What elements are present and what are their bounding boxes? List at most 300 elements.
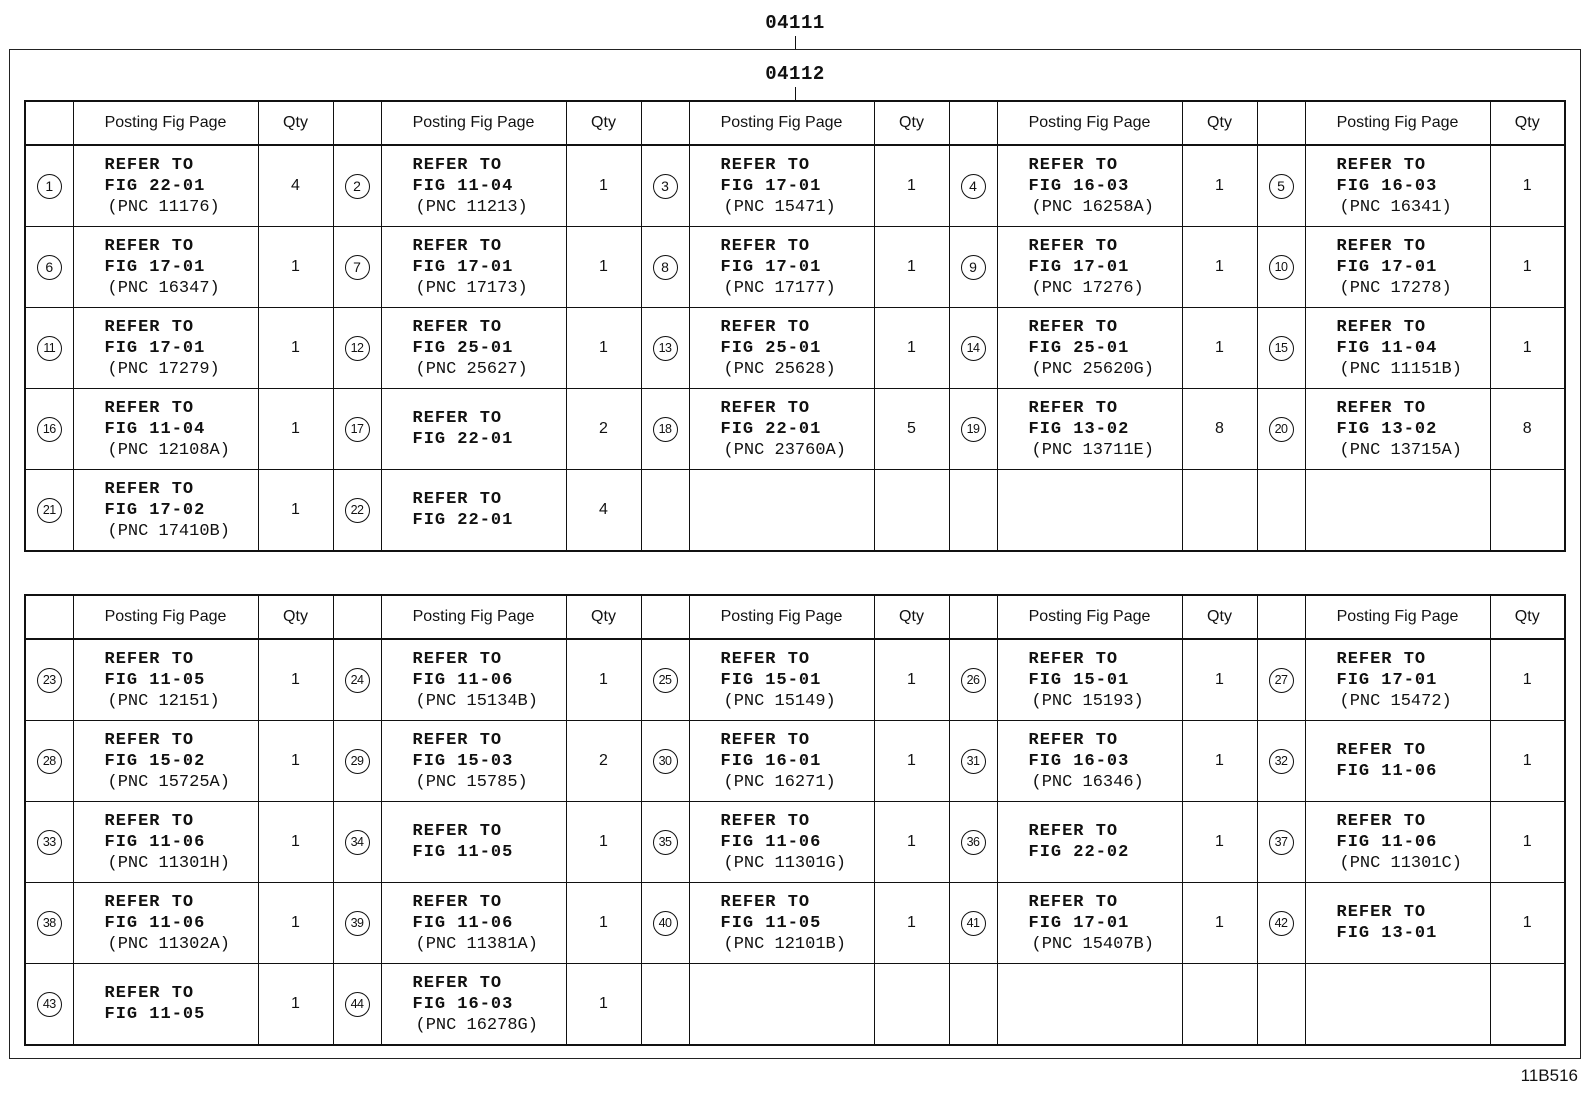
posting-reference — [74, 155, 258, 218]
posting-reference — [690, 649, 874, 712]
posting-fig-page-cell — [689, 639, 874, 721]
posting-fig-page-cell — [381, 470, 566, 552]
qty-cell: 1 — [1182, 883, 1257, 964]
fig-reference: FIG 25-01 — [1028, 338, 1130, 358]
posting-fig-page-cell — [73, 389, 258, 470]
posting-reference — [74, 730, 258, 793]
posting-reference — [74, 236, 258, 299]
header-number-cell — [641, 101, 689, 145]
header-posting-fig-page: Posting Fig Page — [73, 101, 258, 145]
item-number-circle: 22 — [345, 498, 370, 523]
item-number-cell — [641, 308, 689, 389]
pnc-reference: (PNC 12101B) — [723, 934, 846, 954]
item-number-circle: 26 — [961, 668, 986, 693]
item-number-circle: 4 — [961, 174, 986, 199]
qty-cell: 1 — [258, 227, 333, 308]
fig-reference: FIG 11-05 — [104, 670, 206, 690]
item-number-cell — [1257, 145, 1305, 227]
pnc-reference: (PNC 15785) — [415, 772, 528, 792]
posting-reference — [998, 649, 1182, 712]
qty-cell: 1 — [874, 639, 949, 721]
fig-reference: FIG 15-01 — [1028, 670, 1130, 690]
fig-reference: FIG 17-01 — [1028, 257, 1130, 277]
refer-to-text: REFER TO — [104, 649, 195, 669]
posting-reference — [382, 317, 566, 380]
fig-reference: FIG 22-02 — [1028, 843, 1130, 862]
fig-reference: FIG 11-05 — [104, 1005, 206, 1024]
posting-fig-page-cell — [1305, 883, 1490, 964]
posting-fig-page-cell — [997, 389, 1182, 470]
empty-cell — [1182, 470, 1257, 552]
item-number-cell — [949, 308, 997, 389]
qty-cell: 1 — [1490, 802, 1565, 883]
item-number-cell — [1257, 227, 1305, 308]
item-number-circle: 5 — [1269, 174, 1294, 199]
item-number-circle: 36 — [961, 830, 986, 855]
posting-fig-page-cell — [689, 145, 874, 227]
posting-reference — [382, 649, 566, 712]
posting-fig-page-cell — [689, 802, 874, 883]
refer-to-text: REFER TO — [1336, 317, 1427, 337]
item-number-cell — [949, 802, 997, 883]
posting-reference — [690, 811, 874, 874]
item-number-circle: 37 — [1269, 830, 1294, 855]
item-number-circle: 15 — [1269, 336, 1294, 361]
pnc-reference: (PNC 17279) — [107, 359, 220, 379]
item-number-circle: 24 — [345, 668, 370, 693]
refer-to-text: REFER TO — [1028, 730, 1119, 750]
refer-to-text: REFER TO — [104, 479, 195, 499]
fig-reference: FIG 13-02 — [1028, 419, 1130, 439]
posting-fig-page-cell — [381, 802, 566, 883]
posting-fig-page-cell — [997, 802, 1182, 883]
empty-cell — [1305, 964, 1490, 1046]
header-row — [25, 101, 1565, 145]
refer-to-text: REFER TO — [412, 236, 503, 256]
header-number-cell — [333, 595, 381, 639]
header-posting-fig-page: Posting Fig Page — [997, 101, 1182, 145]
table-row — [25, 389, 1565, 470]
item-number-circle: 27 — [1269, 668, 1294, 693]
posting-reference — [998, 892, 1182, 955]
posting-fig-page-cell — [1305, 802, 1490, 883]
header-number-cell — [641, 595, 689, 639]
item-number-circle: 31 — [961, 749, 986, 774]
fig-reference: FIG 17-01 — [720, 257, 822, 277]
pnc-reference: (PNC 15149) — [723, 691, 836, 711]
refer-to-text: REFER TO — [412, 155, 503, 175]
parts-table-lower — [24, 594, 1566, 1046]
empty-cell — [1257, 964, 1305, 1046]
item-number-cell — [949, 145, 997, 227]
item-number-cell — [1257, 721, 1305, 802]
pnc-reference: (PNC 11176) — [107, 197, 220, 217]
refer-to-text: REFER TO — [1028, 822, 1119, 841]
item-number-cell — [641, 639, 689, 721]
refer-to-text: REFER TO — [720, 236, 811, 256]
qty-cell: 2 — [566, 389, 641, 470]
refer-to-text: REFER TO — [412, 730, 503, 750]
item-number-cell — [1257, 389, 1305, 470]
refer-to-text: REFER TO — [104, 317, 195, 337]
posting-fig-page-cell — [689, 227, 874, 308]
refer-to-text: REFER TO — [1028, 317, 1119, 337]
qty-cell: 1 — [1490, 308, 1565, 389]
posting-reference — [1306, 902, 1490, 944]
posting-reference — [382, 155, 566, 218]
item-number-cell — [25, 227, 73, 308]
qty-cell: 1 — [874, 802, 949, 883]
pnc-reference: (PNC 17173) — [415, 278, 528, 298]
item-number-cell — [333, 308, 381, 389]
posting-fig-page-cell — [997, 721, 1182, 802]
header-qty: Qty — [566, 101, 641, 145]
item-number-circle: 12 — [345, 336, 370, 361]
item-number-cell — [25, 308, 73, 389]
posting-fig-page-cell — [689, 721, 874, 802]
item-number-cell — [333, 145, 381, 227]
header-posting-fig-page: Posting Fig Page — [1305, 101, 1490, 145]
qty-cell: 8 — [1182, 389, 1257, 470]
posting-fig-page-cell — [381, 389, 566, 470]
header-posting-fig-page: Posting Fig Page — [689, 101, 874, 145]
qty-cell: 1 — [258, 883, 333, 964]
posting-reference — [1306, 649, 1490, 712]
qty-cell: 1 — [1490, 145, 1565, 227]
pnc-reference: (PNC 15407B) — [1031, 934, 1154, 954]
qty-cell: 1 — [566, 802, 641, 883]
refer-to-text: REFER TO — [104, 730, 195, 750]
item-number-circle: 33 — [37, 830, 62, 855]
posting-reference — [74, 649, 258, 712]
item-number-cell — [1257, 308, 1305, 389]
item-number-circle: 17 — [345, 417, 370, 442]
posting-reference — [998, 155, 1182, 218]
posting-reference — [998, 317, 1182, 380]
item-number-circle: 29 — [345, 749, 370, 774]
qty-cell: 5 — [874, 389, 949, 470]
item-number-circle: 41 — [961, 911, 986, 936]
qty-cell: 1 — [258, 721, 333, 802]
qty-cell: 1 — [1490, 721, 1565, 802]
posting-reference — [1306, 740, 1490, 782]
posting-fig-page-cell — [73, 883, 258, 964]
pnc-reference: (PNC 13715A) — [1339, 440, 1462, 460]
posting-fig-page-cell — [381, 227, 566, 308]
fig-reference: FIG 17-01 — [412, 257, 514, 277]
item-number-circle: 10 — [1269, 255, 1294, 280]
fig-reference: FIG 15-01 — [720, 670, 822, 690]
header-qty: Qty — [258, 101, 333, 145]
posting-fig-page-cell — [997, 639, 1182, 721]
refer-to-text: REFER TO — [720, 892, 811, 912]
header-number-cell — [949, 595, 997, 639]
posting-reference — [1306, 811, 1490, 874]
item-number-circle: 39 — [345, 911, 370, 936]
posting-reference — [1306, 155, 1490, 218]
pnc-reference: (PNC 11301C) — [1339, 853, 1462, 873]
qty-cell: 1 — [566, 308, 641, 389]
posting-reference — [74, 479, 258, 542]
refer-to-text: REFER TO — [412, 892, 503, 912]
refer-to-text: REFER TO — [104, 236, 195, 256]
fig-reference: FIG 17-02 — [104, 500, 206, 520]
qty-cell: 1 — [874, 227, 949, 308]
pnc-reference: (PNC 17278) — [1339, 278, 1452, 298]
item-number-circle: 28 — [37, 749, 62, 774]
posting-fig-page-cell — [73, 227, 258, 308]
item-number-circle: 32 — [1269, 749, 1294, 774]
header-qty: Qty — [258, 595, 333, 639]
posting-fig-page-cell — [1305, 227, 1490, 308]
posting-fig-page-cell — [73, 639, 258, 721]
posting-fig-page-cell — [1305, 721, 1490, 802]
item-number-circle: 7 — [345, 255, 370, 280]
pnc-reference: (PNC 11151B) — [1339, 359, 1462, 379]
posting-reference — [690, 892, 874, 955]
posting-reference — [998, 398, 1182, 461]
empty-cell — [997, 964, 1182, 1046]
empty-cell — [1182, 964, 1257, 1046]
qty-cell: 1 — [258, 964, 333, 1046]
assembly-number-label: 04111 — [765, 12, 825, 34]
table-row — [25, 964, 1565, 1046]
pnc-reference: (PNC 17276) — [1031, 278, 1144, 298]
table-row — [25, 308, 1565, 389]
posting-fig-page-cell — [73, 470, 258, 552]
posting-fig-page-cell — [1305, 145, 1490, 227]
qty-cell: 1 — [1182, 227, 1257, 308]
fig-reference: FIG 11-06 — [1336, 832, 1438, 852]
pnc-reference: (PNC 15725A) — [107, 772, 230, 792]
item-number-cell — [25, 802, 73, 883]
qty-cell: 1 — [1182, 802, 1257, 883]
empty-cell — [689, 964, 874, 1046]
item-number-cell — [25, 964, 73, 1046]
fig-reference: FIG 17-01 — [1336, 257, 1438, 277]
header-posting-fig-page: Posting Fig Page — [1305, 595, 1490, 639]
qty-cell: 1 — [874, 721, 949, 802]
header-qty: Qty — [874, 101, 949, 145]
refer-to-text: REFER TO — [1028, 398, 1119, 418]
item-number-circle: 13 — [653, 336, 678, 361]
pnc-reference: (PNC 11213) — [415, 197, 528, 217]
pnc-reference: (PNC 11301H) — [107, 853, 230, 873]
item-number-circle: 23 — [37, 668, 62, 693]
fig-reference: FIG 13-02 — [1336, 419, 1438, 439]
fig-reference: FIG 11-06 — [412, 913, 514, 933]
posting-fig-page-cell — [381, 721, 566, 802]
pnc-reference: (PNC 16278G) — [415, 1015, 538, 1035]
item-number-circle: 35 — [653, 830, 678, 855]
item-number-cell — [25, 470, 73, 552]
item-number-cell — [333, 721, 381, 802]
posting-reference — [1306, 398, 1490, 461]
item-number-cell — [641, 227, 689, 308]
qty-cell: 1 — [258, 802, 333, 883]
header-posting-fig-page: Posting Fig Page — [73, 595, 258, 639]
qty-cell: 1 — [566, 964, 641, 1046]
item-number-cell — [1257, 639, 1305, 721]
item-number-cell — [333, 883, 381, 964]
refer-to-text: REFER TO — [1028, 155, 1119, 175]
refer-to-text: REFER TO — [720, 317, 811, 337]
refer-to-text: REFER TO — [1028, 236, 1119, 256]
item-number-cell — [641, 389, 689, 470]
header-number-cell — [949, 101, 997, 145]
posting-reference — [690, 730, 874, 793]
fig-reference: FIG 17-01 — [104, 257, 206, 277]
fig-reference: FIG 22-01 — [412, 511, 514, 530]
fig-reference: FIG 16-01 — [720, 751, 822, 771]
header-posting-fig-page: Posting Fig Page — [689, 595, 874, 639]
illustration-code: 11B516 — [1520, 1066, 1578, 1085]
refer-to-text: REFER TO — [1336, 811, 1427, 831]
refer-to-text: REFER TO — [104, 155, 195, 175]
pnc-reference: (PNC 15471) — [723, 197, 836, 217]
empty-cell — [874, 470, 949, 552]
item-number-cell — [25, 639, 73, 721]
header-number-cell — [333, 101, 381, 145]
item-number-cell — [641, 721, 689, 802]
pnc-reference: (PNC 11381A) — [415, 934, 538, 954]
item-number-cell — [1257, 802, 1305, 883]
posting-reference — [74, 892, 258, 955]
posting-fig-page-cell — [73, 802, 258, 883]
fig-reference: FIG 11-04 — [1336, 338, 1438, 358]
fig-reference: FIG 11-06 — [1336, 762, 1438, 781]
qty-cell: 1 — [1490, 227, 1565, 308]
posting-fig-page-cell — [997, 227, 1182, 308]
item-number-circle: 6 — [37, 255, 62, 280]
qty-cell: 4 — [566, 470, 641, 552]
qty-cell: 1 — [1490, 639, 1565, 721]
subassembly-number-label: 04112 — [765, 63, 825, 85]
pnc-reference: (PNC 25627) — [415, 359, 528, 379]
posting-reference — [382, 730, 566, 793]
table-row — [25, 145, 1565, 227]
item-number-circle: 18 — [653, 417, 678, 442]
posting-reference — [998, 821, 1182, 863]
fig-reference: FIG 11-04 — [412, 176, 514, 196]
posting-reference — [690, 398, 874, 461]
posting-fig-page-cell — [73, 721, 258, 802]
qty-cell: 1 — [566, 145, 641, 227]
fig-reference: FIG 13-01 — [1336, 924, 1438, 943]
posting-reference — [382, 973, 566, 1036]
posting-reference — [998, 236, 1182, 299]
header-qty: Qty — [1182, 595, 1257, 639]
item-number-circle: 2 — [345, 174, 370, 199]
fig-reference: FIG 11-06 — [720, 832, 822, 852]
empty-cell — [641, 964, 689, 1046]
posting-fig-page-cell — [73, 964, 258, 1046]
fig-reference: FIG 15-02 — [104, 751, 206, 771]
refer-to-text: REFER TO — [412, 317, 503, 337]
pnc-reference: (PNC 11301G) — [723, 853, 846, 873]
qty-cell: 1 — [874, 883, 949, 964]
posting-reference — [382, 489, 566, 531]
refer-to-text: REFER TO — [104, 892, 195, 912]
qty-cell: 1 — [566, 227, 641, 308]
table-row — [25, 883, 1565, 964]
header-posting-fig-page: Posting Fig Page — [997, 595, 1182, 639]
posting-reference — [690, 155, 874, 218]
header-row — [25, 595, 1565, 639]
item-number-circle: 11 — [37, 336, 62, 361]
qty-cell: 1 — [258, 639, 333, 721]
pnc-reference: (PNC 12151) — [107, 691, 220, 711]
refer-to-text: REFER TO — [104, 398, 195, 418]
empty-cell — [641, 470, 689, 552]
item-number-circle: 8 — [653, 255, 678, 280]
pnc-reference: (PNC 16258A) — [1031, 197, 1154, 217]
posting-fig-page-cell — [381, 145, 566, 227]
posting-fig-page-cell — [381, 964, 566, 1046]
fig-reference: FIG 16-03 — [1028, 176, 1130, 196]
refer-to-text: REFER TO — [720, 398, 811, 418]
item-number-circle: 14 — [961, 336, 986, 361]
header-qty: Qty — [1490, 101, 1565, 145]
fig-reference: FIG 16-03 — [1028, 751, 1130, 771]
pnc-reference: (PNC 25628) — [723, 359, 836, 379]
refer-to-text: REFER TO — [412, 649, 503, 669]
qty-cell: 1 — [1182, 639, 1257, 721]
empty-cell — [689, 470, 874, 552]
header-number-cell — [1257, 595, 1305, 639]
refer-to-text: REFER TO — [1336, 741, 1427, 760]
refer-to-text: REFER TO — [1028, 892, 1119, 912]
header-number-cell — [25, 595, 73, 639]
item-number-circle: 25 — [653, 668, 678, 693]
qty-cell: 1 — [258, 308, 333, 389]
fig-reference: FIG 11-06 — [412, 670, 514, 690]
item-number-circle: 9 — [961, 255, 986, 280]
item-number-cell — [641, 802, 689, 883]
item-number-cell — [949, 883, 997, 964]
item-number-cell — [333, 639, 381, 721]
empty-cell — [997, 470, 1182, 552]
item-number-cell — [333, 802, 381, 883]
refer-to-text: REFER TO — [104, 811, 195, 831]
fig-reference: FIG 16-03 — [412, 994, 514, 1014]
qty-cell: 1 — [566, 639, 641, 721]
refer-to-text: REFER TO — [1336, 155, 1427, 175]
qty-cell: 4 — [258, 145, 333, 227]
header-posting-fig-page: Posting Fig Page — [381, 595, 566, 639]
pnc-reference: (PNC 17410B) — [107, 521, 230, 541]
posting-fig-page-cell — [73, 308, 258, 389]
fig-reference: FIG 25-01 — [720, 338, 822, 358]
posting-reference — [998, 730, 1182, 793]
pnc-reference: (PNC 15472) — [1339, 691, 1452, 711]
posting-reference — [382, 892, 566, 955]
refer-to-text: REFER TO — [720, 649, 811, 669]
posting-fig-page-cell — [997, 883, 1182, 964]
item-number-circle: 3 — [653, 174, 678, 199]
assembly-leader-line — [795, 36, 796, 49]
item-number-circle: 44 — [345, 992, 370, 1017]
qty-cell: 1 — [1182, 308, 1257, 389]
refer-to-text: REFER TO — [720, 811, 811, 831]
fig-reference: FIG 25-01 — [412, 338, 514, 358]
posting-fig-page-cell — [1305, 308, 1490, 389]
item-number-cell — [949, 721, 997, 802]
empty-cell — [1490, 470, 1565, 552]
pnc-reference: (PNC 13711E) — [1031, 440, 1154, 460]
fig-reference: FIG 17-01 — [104, 338, 206, 358]
item-number-circle: 1 — [37, 174, 62, 199]
